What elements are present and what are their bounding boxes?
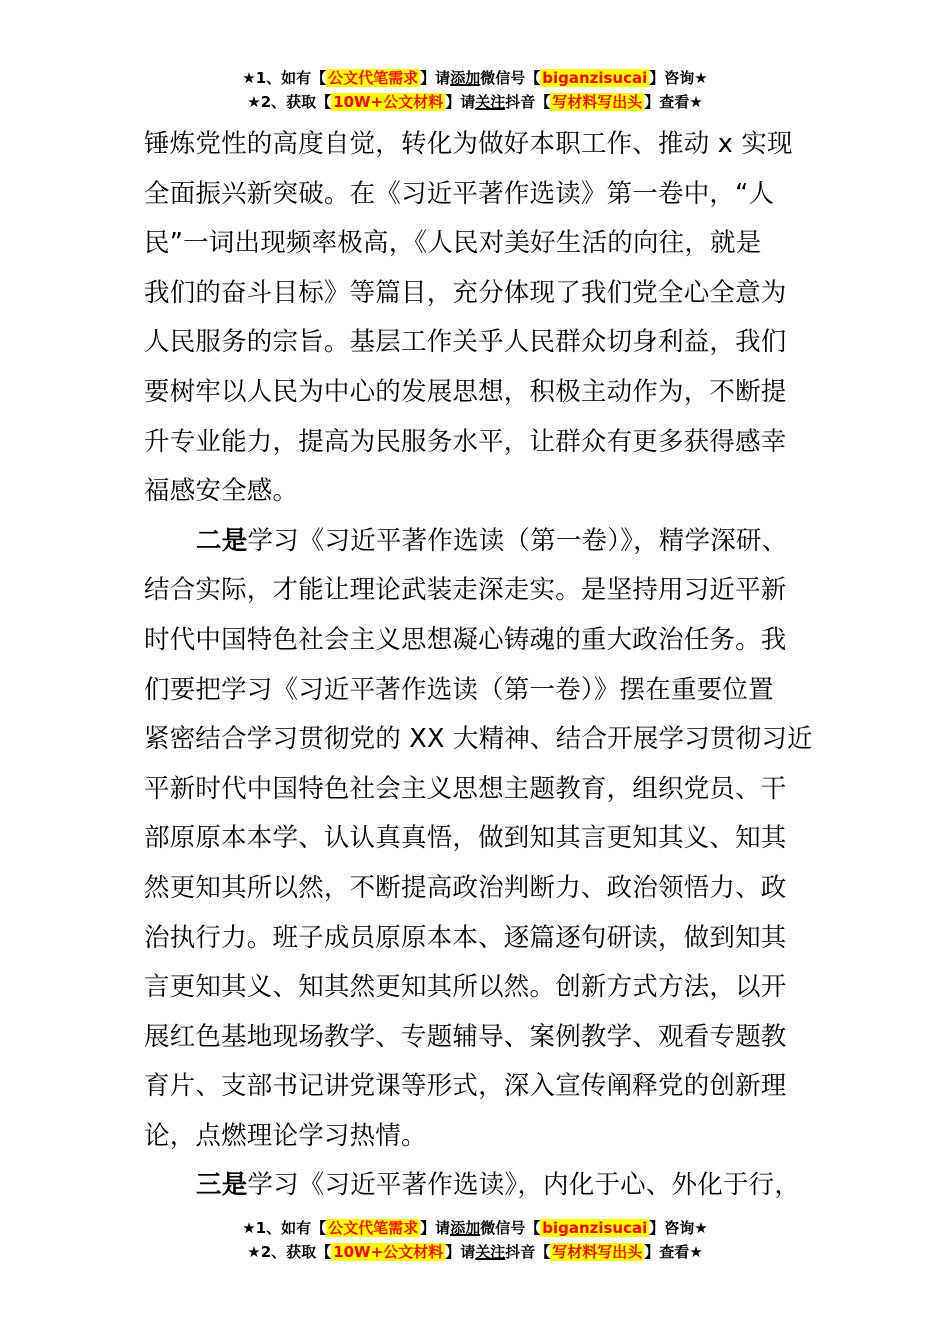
text-line: 然更知其所以然，不断提高政治判断力、政治领悟力、政 <box>144 872 787 903</box>
text-line: 时代中国特色社会主义思想凝心铸魂的重大政治任务。我 <box>144 624 787 655</box>
text-line: 升专业能力，提高为民服务水平，让群众有更多获得感幸 <box>144 426 787 457</box>
text-line: 要树牢以人民为中心的发展思想，积极主动作为，不断提 <box>144 376 787 407</box>
text-line: 人民服务的宗旨。基层工作关乎人民群众切身利益，我们 <box>144 327 787 358</box>
text-line: 治执行力。班子成员原原本本、逐篇逐句研读，做到知其 <box>144 922 787 953</box>
banner-line-2: ★2、获取【 10W+公文材料 】请关注抖音【 写材料写出头 】查看★ <box>247 93 703 111</box>
text-line: 我们的奋斗目标》等篇目，充分体现了我们党全心全意为 <box>144 277 787 308</box>
text-line: 福感安全感。 <box>144 476 299 507</box>
paragraph-start: 二是学习《习近平著作选读（第一卷）》，精学深研、 <box>196 525 788 556</box>
document-body <box>144 120 813 1211</box>
text-line: 部原原本本学、认认真真悟，做到知其言更知其义、知其 <box>144 823 787 854</box>
header-banner <box>0 66 950 114</box>
paragraph-lead: 三是 <box>196 1170 248 1201</box>
banner-line-1: ★1、如有【 公文代笔需求 】请添加微信号【 biganzisucai 】咨询★ <box>242 69 708 87</box>
text-line: 全面振兴新突破。在《习近平著作选读》第一卷中，“人 <box>144 178 775 209</box>
text-line: 结合实际，才能让理论武装走深走实。是坚持用习近平新 <box>144 575 787 606</box>
text-line: 紧密结合学习贯彻党的 XX 大精神、结合开展学习贯彻习近 <box>144 724 813 755</box>
paragraph-lead: 二是 <box>196 525 248 556</box>
text-line: 们要把学习《习近平著作选读（第一卷）》摆在重要位置 <box>144 674 774 705</box>
text-line: 展红色基地现场教学、专题辅导、案例教学、观看专题教 <box>144 1021 787 1052</box>
text-line: 民”一词出现频率极高，《人民对美好生活的向往，就是 <box>144 228 762 259</box>
footer-banner <box>0 1216 950 1264</box>
text-line: 论，点燃理论学习热情。 <box>144 1120 427 1151</box>
text-line: 锤炼党性的高度自觉，转化为做好本职工作、推动 x 实现 <box>144 129 793 159</box>
paragraph-start: 三是学习《习近平著作选读》，内化于心、外化于行， <box>196 1170 801 1201</box>
text-line: 言更知其义、知其然更知其所以然。创新方式方法，以开 <box>144 972 787 1003</box>
text-line: 育片、支部书记讲党课等形式，深入宣传阐释党的创新理 <box>144 1071 787 1102</box>
text-line: 平新时代中国特色社会主义思想主题教育，组织党员、干 <box>144 773 787 804</box>
banner-line-1: ★1、如有【 公文代笔需求 】请添加微信号【 biganzisucai 】咨询★ <box>242 1219 708 1237</box>
banner-line-2: ★2、获取【 10W+公文材料 】请关注抖音【 写材料写出头 】查看★ <box>247 1243 703 1261</box>
